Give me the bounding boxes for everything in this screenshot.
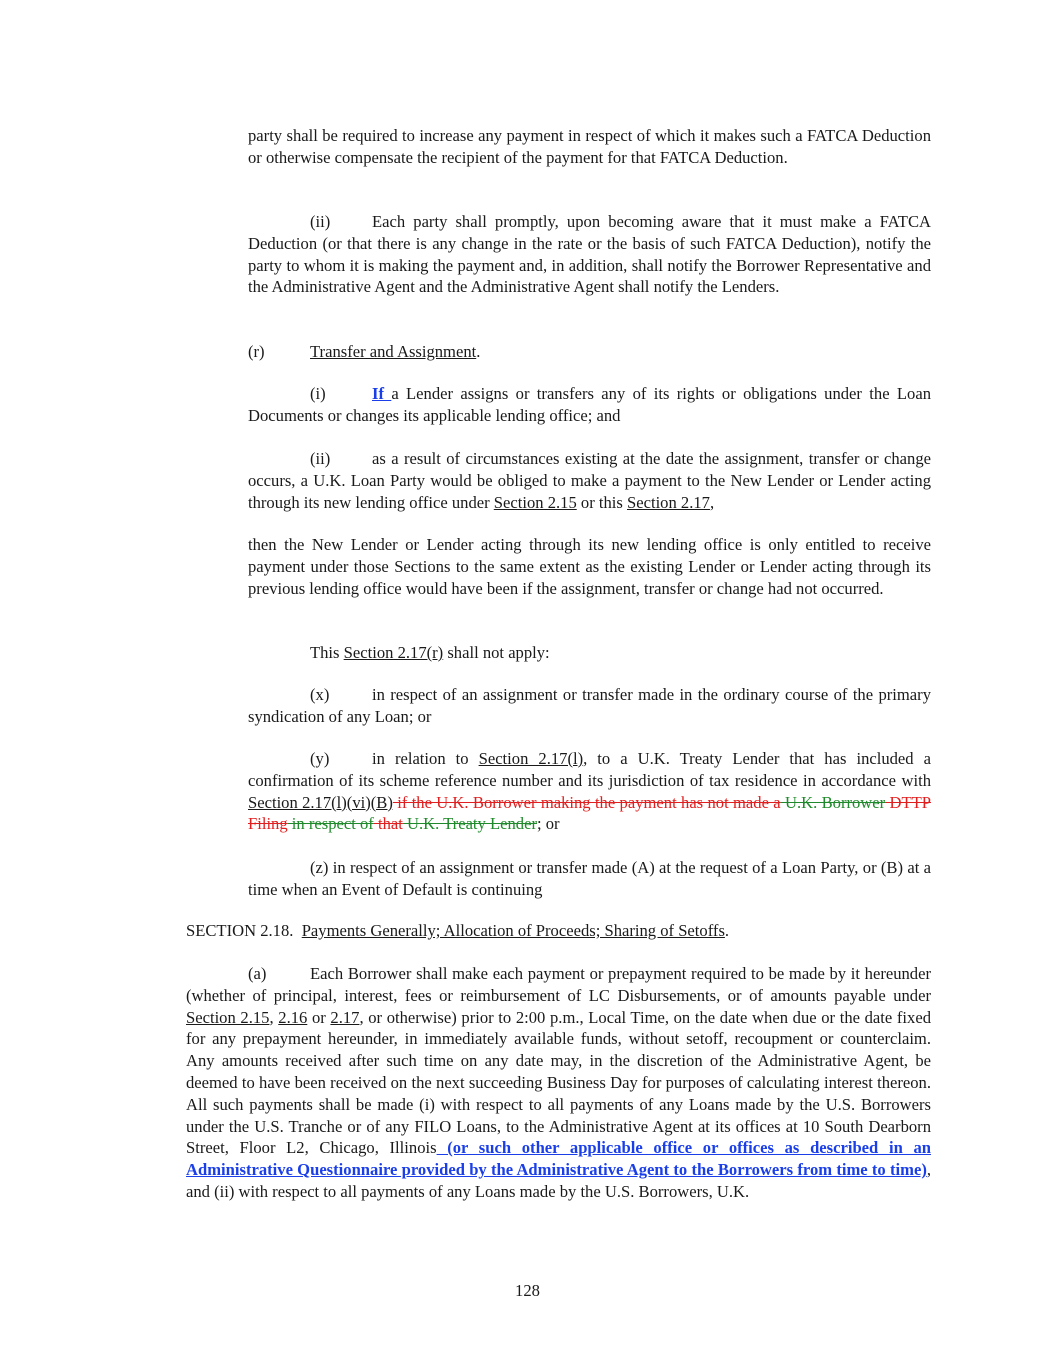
paragraph-payments-generally: (a) Each Borrower shall make each payment or prepayment required to be made by it hereunder (whether of principal, interest, fees or reimbursement of LC Disbursements, or of amounts payable under Section 2.15, 2.16 or 2.17, or otherwise) prior to 2:00 p.m., Local Time, on the date when due or the date fixed for any prepayment hereunder, in immediately available funds, without setoff, recoupment or counterclaim. Any amounts received after such time on any date may, in the discretion of the Administrative Agent, be deemed to have been received on the next succeeding Business Day for purposes of calculating interest thereon. All such payments shall be made (i) with respect to all payments of any Loans made by the U.S. Borrowers under the U.S. Tranche or of any FILO Loans, to the Administrative Agent at its offices at 10 South Dearborn Street, Floor L2, Chicago, Illinois (or such other applicable office or offices as described in an Administrative Questionnaire provided by the Administrative Agent to the Borrowers from time to time), and (ii) with respect to all payments of any Loans made by the U.S. Borrowers, U.K. — [186, 964, 932, 1201]
section-reference: Section 2.17(r) — [343, 643, 444, 662]
deleted-text: making the payment has not made a — [536, 792, 781, 812]
section-reference: 2.16 — [278, 1007, 308, 1027]
paragraph-text: then the New Lender or Lender acting through its new lending office is only entitled to receive payment under those Sections to the same extent as the existing Lender or Lender acting through its previous lending office would have been if the assignment, transfer or change had not occurred. — [248, 535, 931, 598]
section-heading: Payments Generally; Allocation of Proceeds; Sharing of Setoffs — [301, 921, 725, 940]
paragraph-then-new-lender — [248, 534, 931, 599]
paragraph-text: (z) in respect of an assignment or transfer made (A) at the request of a Loan Party, or (B) at a time when an Event of Default is continuing — [248, 858, 931, 899]
paragraph-exception-y: (y) in relation to Section 2.17(l), to a U.K. Treaty Lender that has included a confirmation of its scheme reference number and its jurisdiction of tax residence in accordance with Section 2.17(l)(vi)(B) if the U.K. Borrower making the payment has not made a U.K. Borrower DTTP Filing in respect of that U.K. Treaty Lender; or — [248, 749, 932, 834]
section-reference: Section 2.15 — [186, 1007, 270, 1027]
paragraph-transfer-i — [248, 383, 931, 427]
inserted-text: If — [372, 384, 392, 403]
deleted-text: that — [373, 814, 403, 834]
paragraph-fatca-notify — [248, 211, 931, 298]
heading-punctuation: . — [724, 921, 730, 940]
section-heading: Transfer and Assignment — [310, 342, 477, 361]
page-number: 128 — [515, 1281, 540, 1300]
paragraph-text: in respect of an assignment or transfer made in the ordinary course of the primary syndication of any Loan; or — [248, 685, 931, 726]
section-reference: Section 2.17(l) — [478, 749, 584, 768]
heading-punctuation: . — [476, 342, 481, 361]
clause-label: (i) — [310, 384, 326, 403]
clause-label: (y) — [310, 749, 330, 768]
clause-label: (a) — [248, 964, 267, 983]
deleted-text: DTTP Filing — [248, 792, 932, 834]
deleted-text: if the U.K. Borrower — [392, 792, 537, 812]
deleted-text: in respect of — [287, 814, 374, 834]
paragraph-text: party shall be required to increase any payment in respect of which it makes such a FATCA Deduction or otherwise compensate the recipient of the payment for that FATCA Deduction. — [248, 126, 931, 167]
clause-label: (ii) — [310, 449, 331, 468]
deleted-text: U.K. Borrower — [780, 792, 886, 812]
section-reference: Section 2.17(l)(vi)(B) — [248, 792, 393, 812]
deleted-text: U.K. Treaty Lender — [402, 814, 537, 834]
paragraph-shall-not-apply: This Section 2.17(r) shall not apply: — [310, 643, 550, 662]
clause-label: (x) — [310, 685, 330, 704]
paragraph-transfer-ii: (ii) as a result of circumstances existing at the date the assignment, transfer or change occurs, a U.K. Loan Party would be obliged to make a payment to the New Lender or Lender acting through its new lending office under Section 2.15 or this Section 2.17, — [248, 449, 931, 512]
section-reference: 2.17 — [330, 1007, 360, 1027]
inserted-text: (or such other applicable office or offices as described in an Administrative Questionnaire provided by the Administrative Agent to the Borrowers from time to time) — [186, 1138, 931, 1180]
paragraph-text: a Lender assigns or transfers any of its rights or obligations under the Loan Documents or changes its applicable lending office; and — [248, 384, 931, 425]
paragraph-fatca-continuation — [248, 125, 931, 169]
section-number: SECTION 2.18. — [186, 921, 294, 940]
clause-label: (ii) — [310, 212, 331, 231]
paragraph-text: Each party shall promptly, upon becoming aware that it must make a FATCA Deduction (or that there is any change in the rate or the basis of such FATCA Deduction), notify the party to whom it is making the payment and, in addition, shall notify the Borrower Representative and the Administrative Agent and the Administrative Agent shall notify the Lenders. — [248, 212, 931, 297]
section-reference: Section 2.15 — [493, 492, 577, 512]
clause-r-heading — [248, 341, 931, 363]
clause-label: (r) — [248, 342, 265, 361]
section-2-18-heading — [186, 920, 931, 942]
section-reference: Section 2.17 — [627, 492, 710, 512]
paragraph-exception-z — [248, 857, 931, 901]
paragraph-exception-x — [248, 684, 931, 728]
